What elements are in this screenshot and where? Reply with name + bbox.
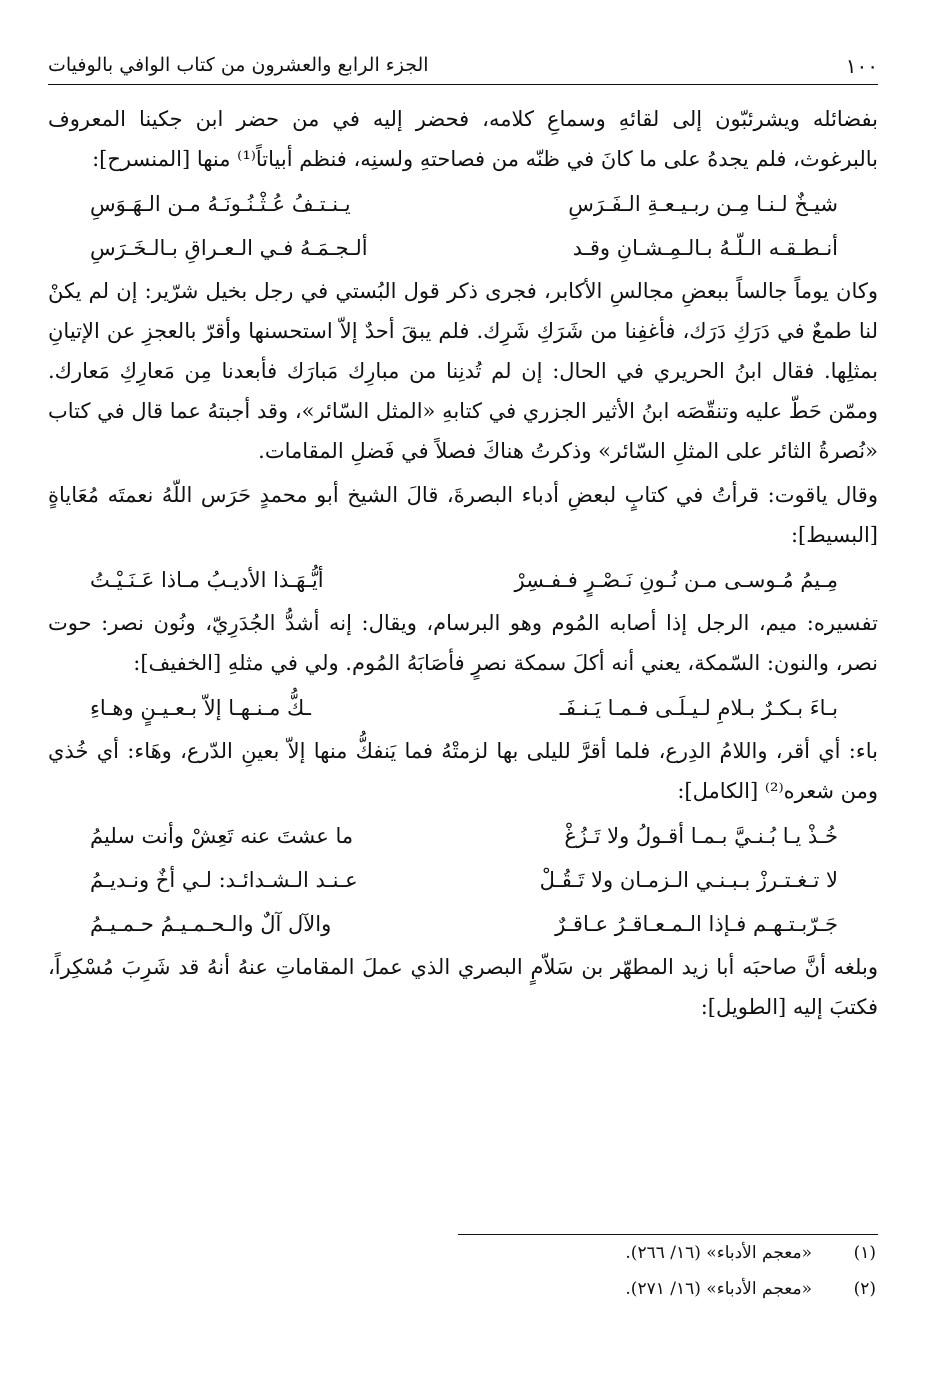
verse-line [48, 227, 878, 269]
footnote [48, 1271, 878, 1307]
paragraph: بفضائله ويشرئبّون إلى لقائهِ وسماعِ كلامه، فحضر إليه في من حضر ابن جكينا المعروف بالبرغوث، فلم يجدهُ على ما كانَ في ظنّه من فصاحتهِ ولسنِه، فنظم أبياتاً⁽¹⁾ منها [المنسرح]: [48, 107, 878, 171]
verse-second-hemistich: يـنـتـفُ عُـثْـنُـونَـهُ مـن الـهَـوَسِ [90, 192, 351, 216]
paragraph: وبلغه أنَّ صاحبَه أبا زيد المطهّر بن سَلاّمٍ البصري الذي عملَ المقاماتِ عنهُ أنهُ قد شَرِبَ مُسْكِراً، فكتبَ إليه [الطويل]: [48, 955, 878, 1019]
paragraph: تفسيره: ميم، الرجل إذا أصابه المُوم وهو البرسام، ويقال: إنه أشدُّ الجُدَرِيّ، ونُون نصر: حوت نصر، والنون: السّمكة، يعني أنه أكلَ سمكة نصرٍ فأصَابَهُ المُوم. ولي في مثلهِ [الخفيف]: [48, 611, 878, 675]
paragraph: وكان يوماً جالساً ببعضِ مجالسِ الأكابر، فجرى ذكر قول البُستي في رجل بخيل شرّير: إن لم يكنْ لنا طمعٌ في دَرَكِ دَرَك، فأغفِنا من شَرَكِ شَرِك. فلم يبقَ أحدٌ إلاّ استحسنها وأقرّ بالعجزِ عن الإتيانِ بمثلِها. فقال ابنُ الحريري في الحال: إن لم تُدنِنا من مبارِك مَبارَك فأبعدنا مِن مَعارِكِ مَعارك. وممّن حَطّ عليه وتنقّصَه ابنُ الأثير الجزري في كتابهِ «المثل السّائر»، وقد أجبتهُ عما قال في كتاب «نُصرةُ الثائر على المثلِ السّائر» وذكرتُ هناكَ فصلاً في فَضلِ المقامات. [48, 279, 878, 463]
verse-first-hemistich: بـاءَ بـكـرٌ بـلامِ لـيـلَـى فـمـا يَـنـفَـ [559, 696, 838, 720]
footnote-number: (٢) [853, 1279, 876, 1299]
verse-first-hemistich: شيـخٌ لـنـا مِـن ربـيـعـةِ الـفَـرَسِ [568, 192, 838, 216]
footnote [48, 1235, 878, 1271]
verse-line [48, 687, 878, 729]
verse-first-hemistich: لا تـغـتـرزْ بـبـنـي الـزمـان ولا تَـقُـلْ [539, 868, 838, 892]
verse-line [48, 903, 878, 945]
footnotes [48, 1234, 878, 1307]
verse-second-hemistich: ما عشتَ عنه تَعِشْ وأنت سليمُ [90, 824, 354, 848]
footnote-text: «معجم الأدباء» (١٦/ ٢٦٦). [625, 1243, 812, 1263]
verse-first-hemistich: أنـطـقـه الـلّـهُ بـالـمِـشـانِ وقـد [572, 236, 838, 260]
page-number: ١٠٠ [845, 54, 878, 78]
verse-second-hemistich: أيُّـهَـذا الأديـبُ مـاذا عَـنَـيْـتُ [90, 568, 324, 592]
verse-second-hemistich: ـكُّ مـنـهـا إلاّ بـعـيـنٍ وهـاءِ [90, 696, 311, 720]
verse-line [48, 559, 878, 601]
verse-second-hemistich: عـنـد الـشـدائـد: لـي أخٌ ونـديـمُ [90, 868, 358, 892]
page-body [48, 85, 878, 1027]
verse-second-hemistich: ألـجـمَـهُ فـي الـعـراقِ بـالـخَـرَسِ [90, 236, 368, 260]
footnote-text: «معجم الأدباء» (١٦/ ٢٧١). [625, 1279, 812, 1299]
verse-first-hemistich: جَـرّبـتـهـم فـإذا الـمـعـاقـرُ عـاقـرٌ [555, 912, 838, 936]
running-title: الجزء الرابع والعشرون من كتاب الوافي بالوفيات [48, 54, 429, 76]
footnote-number: (١) [853, 1243, 876, 1263]
verse-first-hemistich: خُـذْ يـا بُـنـيَّ بـمـا أقـولُ ولا تَـزُغْ [564, 824, 838, 848]
paragraph: باء: أي أقر، واللامُ الدِرع، فلما أقرَّ لليلى بها لزمتْهُ فما يَنفكُّ منها إلاّ بعينِ الدّرع، وهَاء: أي خُذي ومن شعره⁽²⁾ [الكامل]: [48, 739, 878, 803]
verse-second-hemistich: والآل آلٌ والـحـمـيـمُ حـمـيـمُ [90, 912, 332, 936]
paragraph: وقال ياقوت: قرأتُ في كتابٍ لبعضِ أدباء البصرةَ، قالَ الشيخ أبو محمدٍ حَرَس اللّهُ نعمتَه مُعَاياةٍ [البسيط]: [48, 483, 878, 547]
verse-line [48, 859, 878, 901]
verse-first-hemistich: مِـيمُ مُـوسـى مـن نُـونِ نَـصْـرٍ فـفـسِرْ [514, 568, 838, 592]
verse-line [48, 815, 878, 857]
verse-line [48, 183, 878, 225]
page-header [48, 50, 878, 85]
book-page [48, 50, 878, 1031]
